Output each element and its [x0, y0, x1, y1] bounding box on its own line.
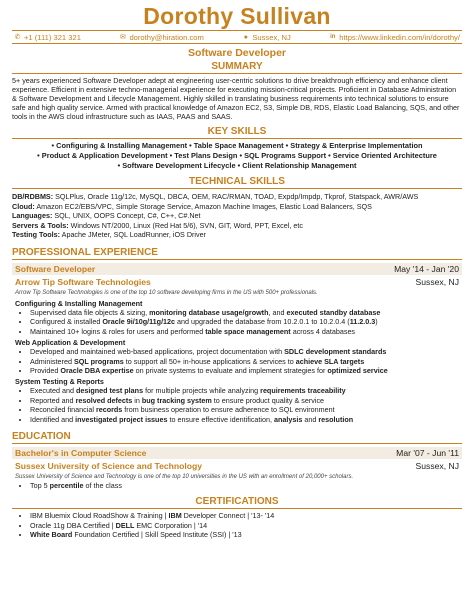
technical-skills-list: [12, 192, 462, 240]
linkedin-link[interactable]: https://www.linkedin.com/in/dorothy/: [339, 32, 460, 42]
bullet-text: to ensure effective identification,: [167, 414, 274, 424]
bullet-text: and: [302, 414, 319, 424]
experience-company-row: [12, 276, 462, 288]
bullet-text: Developer Connect | '13- '14: [181, 511, 275, 521]
bullet-emphasis: optimized service: [327, 366, 388, 375]
experience-group-bullets: [0, 386, 474, 424]
education-degree: Bachelor's in Computer Science: [15, 448, 147, 459]
bullet-emphasis: analysis: [274, 414, 303, 424]
experience-role: Software Developer: [15, 263, 96, 274]
bullet-emphasis: SDLC development standards: [284, 347, 387, 357]
key-skills-line: • Configuring & Installing Management • Table Space Management • Strategy & Enterprise Implementation: [51, 141, 423, 150]
education-bullet: [30, 481, 462, 490]
tech-label: Testing Tools:: [12, 230, 61, 240]
key-skills-line: • Product & Application Development • Test Plans Design • SQL Programs Support • Service Oriented Architecture: [37, 151, 437, 160]
experience-location: Sussex, NJ: [415, 276, 459, 287]
bullet-emphasis: IBM: [168, 511, 182, 521]
location-text: Sussex, NJ: [252, 32, 291, 42]
bullet-emphasis: records: [95, 405, 123, 415]
experience-bullet: [30, 396, 462, 405]
email-text[interactable]: dorothy@hiration.com: [129, 32, 204, 42]
experience-bullet: [30, 317, 462, 326]
experience-bullet: [30, 347, 462, 356]
tech-row: [12, 221, 462, 231]
bullet-text: and upgraded the database from 10.2.0.1 to 10.2.0.4 (: [175, 317, 350, 327]
experience-dates: May '14 - Jan '20: [394, 263, 459, 274]
bullet-text: Developed and maintained web-based applications, project documentation with: [30, 347, 285, 357]
contact-location: [242, 33, 290, 42]
experience-group-bullets: [0, 308, 474, 336]
bullet-text: Oracle 11g DBA Certified |: [30, 520, 116, 530]
contact-bar: [12, 30, 462, 44]
experience-bullet: [30, 415, 462, 424]
technical-skills-divider: [12, 188, 462, 189]
bullet-text: EMC Corporation | '14: [134, 520, 208, 530]
location-pin-icon: ●: [243, 33, 248, 41]
bullet-emphasis: investigated project issues: [75, 414, 168, 424]
tech-row: [12, 202, 462, 212]
experience-bullet: [30, 386, 462, 395]
bullet-text: to ensure product quality & service: [211, 395, 325, 405]
certifications-list: [0, 511, 474, 539]
key-skills-divider: [12, 138, 462, 139]
bullet-emphasis: executed standby database: [286, 307, 381, 317]
bullet-emphasis: White Board: [30, 530, 73, 540]
summary-divider: [12, 73, 462, 74]
contact-linkedin[interactable]: [329, 33, 460, 42]
bullet-text: Maintained 10+ logins & roles for users and performed: [30, 326, 206, 336]
bullet-text: Supervised data file objects & sizing,: [30, 307, 150, 317]
experience-role-bar: [12, 263, 462, 275]
experience-group-title: Configuring & Installing Management: [15, 298, 143, 308]
education-school-row: [12, 460, 462, 472]
education-degree-bar: [12, 447, 462, 459]
contact-email[interactable]: [119, 33, 203, 42]
phone-text: +1 (111) 321 321: [24, 32, 81, 42]
bullet-text: on private systems to evaluate and implement strategies for: [133, 366, 328, 375]
tech-row: [12, 230, 462, 240]
tech-value: SQLPlus, Oracle 11g/12c, MySQL, DBCA, OEM, RAC/RMAN, TOAD, Expdp/Impdp, Tkprof, Statspack, AWR/AWS: [53, 192, 419, 201]
tech-row: [12, 211, 462, 221]
email-icon: ✉: [120, 33, 126, 41]
summary-text: 5+ years experienced Software Developer adept at engineering user-centric solutions to drive breakthrough efficiency and enhance client experience. Efficient in extensive techno-managerial experience for executing mission-critical projects. Proficient in Database Administration & Software Development and Lifecycle Management. Highly skilled in translating business requirements into technical solutions to ensure safe and high quality service. Armed with practical knowledge of Amazon EC2, S3, Simple DB, RDS, Elastic Load Balancing, SQS, and other tools in the AWS cloud infrastructure such as IAAS, PAAS and SAAS.: [12, 76, 460, 121]
tech-value: Windows NT/2000, Linux (Red Hat 5/6), SVN, GIT, Word, PPT, Excel, etc: [68, 220, 303, 230]
certification-item: [30, 511, 462, 520]
tech-label: Servers & Tools:: [12, 220, 69, 230]
education-description: Sussex University of Science and Technology is one of the top 10 universities in the US with an enrollment of 20,000+ scholars.: [15, 474, 354, 481]
certifications-divider: [12, 508, 462, 509]
key-skills-list: [0, 141, 474, 171]
bullet-text: Reported and: [30, 395, 76, 405]
linkedin-icon: in: [330, 33, 336, 40]
bullet-emphasis: achieve SLA targets: [295, 356, 365, 366]
tech-row: [12, 192, 462, 202]
job-title: Software Developer: [187, 47, 287, 59]
contact-phone: [14, 33, 81, 42]
experience-company: Arrow Tip Software Technologies: [15, 276, 151, 287]
bullet-text: of the class: [83, 481, 122, 491]
experience-description: Arrow Tip Software Technologies is one of the top 10 software developing firms in the US with 500+ professionals.: [15, 289, 318, 296]
experience-group-bullets: [0, 347, 474, 375]
education-bullets: [0, 481, 474, 490]
tech-label: DB/RDBMS:: [12, 192, 54, 201]
resume-page: [0, 2, 474, 613]
tech-label: Languages:: [12, 211, 53, 221]
education-location: Sussex, NJ: [415, 461, 459, 472]
key-skills-heading: KEY SKILLS: [207, 126, 267, 137]
bullet-emphasis: percentile: [49, 481, 84, 491]
bullet-emphasis: designed test plans: [75, 386, 144, 396]
bullet-emphasis: bug tracking system: [141, 395, 212, 405]
tech-value: SQL, UNIX, OOPS Concept, C#, C++, C#.Net: [52, 211, 201, 221]
bullet-emphasis: Oracle 9i/10g/11g/12c: [102, 317, 176, 327]
key-skills-line: • Software Development Lifecycle • Client Relationship Management: [117, 161, 357, 170]
bullet-emphasis: resolved defects: [75, 395, 133, 405]
bullet-text: Administered: [30, 356, 74, 366]
experience-bullet: [30, 327, 462, 336]
experience-group-title: System Testing & Reports: [15, 377, 104, 387]
bullet-text: ): [375, 317, 378, 327]
experience-groups: [0, 299, 474, 424]
bullet-text: Foundation Certified | Skill Speed Institute (SSI) | '13: [72, 530, 242, 540]
bullet-emphasis: DELL: [115, 520, 135, 530]
bullet-text: IBM Bluemix Cloud RoadShow & Training |: [30, 511, 169, 521]
technical-skills-heading: TECHNICAL SKILLS: [189, 176, 285, 187]
bullet-text: in: [132, 395, 142, 405]
bullet-text: , and: [268, 307, 287, 317]
bullet-text: for multiple projects while analyzing: [143, 386, 261, 396]
certifications-heading: CERTIFICATIONS: [195, 496, 279, 508]
education-dates: Mar '07 - Jun '11: [396, 448, 459, 459]
bullet-text: Top 5: [30, 481, 50, 491]
bullet-emphasis: requirements traceability: [260, 386, 346, 396]
experience-bullet: [30, 357, 462, 366]
bullet-emphasis: Oracle DBA expertise: [60, 366, 134, 375]
bullet-text: Configured & installed: [30, 317, 103, 327]
education-heading: EDUCATION: [12, 430, 462, 444]
bullet-text: across 4 databases: [290, 326, 356, 336]
bullet-emphasis: SQL programs: [73, 356, 124, 366]
certification-item: [30, 530, 462, 539]
bullet-emphasis: table space management: [205, 326, 291, 336]
bullet-text: Executed and: [30, 386, 76, 396]
tech-label: Cloud:: [12, 201, 35, 211]
tech-value: Amazon EC2/EBS/VPC, Simple Storage Service, Amazon Machine Images, Elastic Load Balancers, SQS: [34, 201, 372, 211]
bullet-text: Provided: [30, 366, 61, 375]
bullet-emphasis: 11.2.0.3: [349, 317, 376, 327]
summary-heading: SUMMARY: [211, 61, 263, 72]
education-school: Sussex University of Science and Technology: [15, 461, 203, 472]
bullet-emphasis: resolution: [318, 414, 354, 424]
bullet-text: to support all 50+ in-house applications & services to: [123, 356, 296, 366]
bullet-emphasis: monitoring database usage/growth: [149, 307, 269, 317]
experience-bullet: [30, 366, 462, 375]
experience-heading: PROFESSIONAL EXPERIENCE: [12, 246, 462, 260]
tech-value: Apache JMeter, SQL LoadRunner, iOS Driver: [60, 230, 206, 240]
certification-item: [30, 521, 462, 530]
candidate-name: Dorothy Sullivan: [143, 3, 331, 29]
bullet-text: Reconciled financial: [30, 405, 96, 415]
experience-bullet: [30, 308, 462, 317]
experience-group-title: Web Application & Development: [15, 338, 126, 348]
bullet-text: Identified and: [30, 414, 76, 424]
phone-icon: ✆: [14, 33, 21, 41]
experience-bullet: [30, 405, 462, 414]
bullet-text: from business operation to ensure adherence to SQL environment: [122, 405, 335, 415]
